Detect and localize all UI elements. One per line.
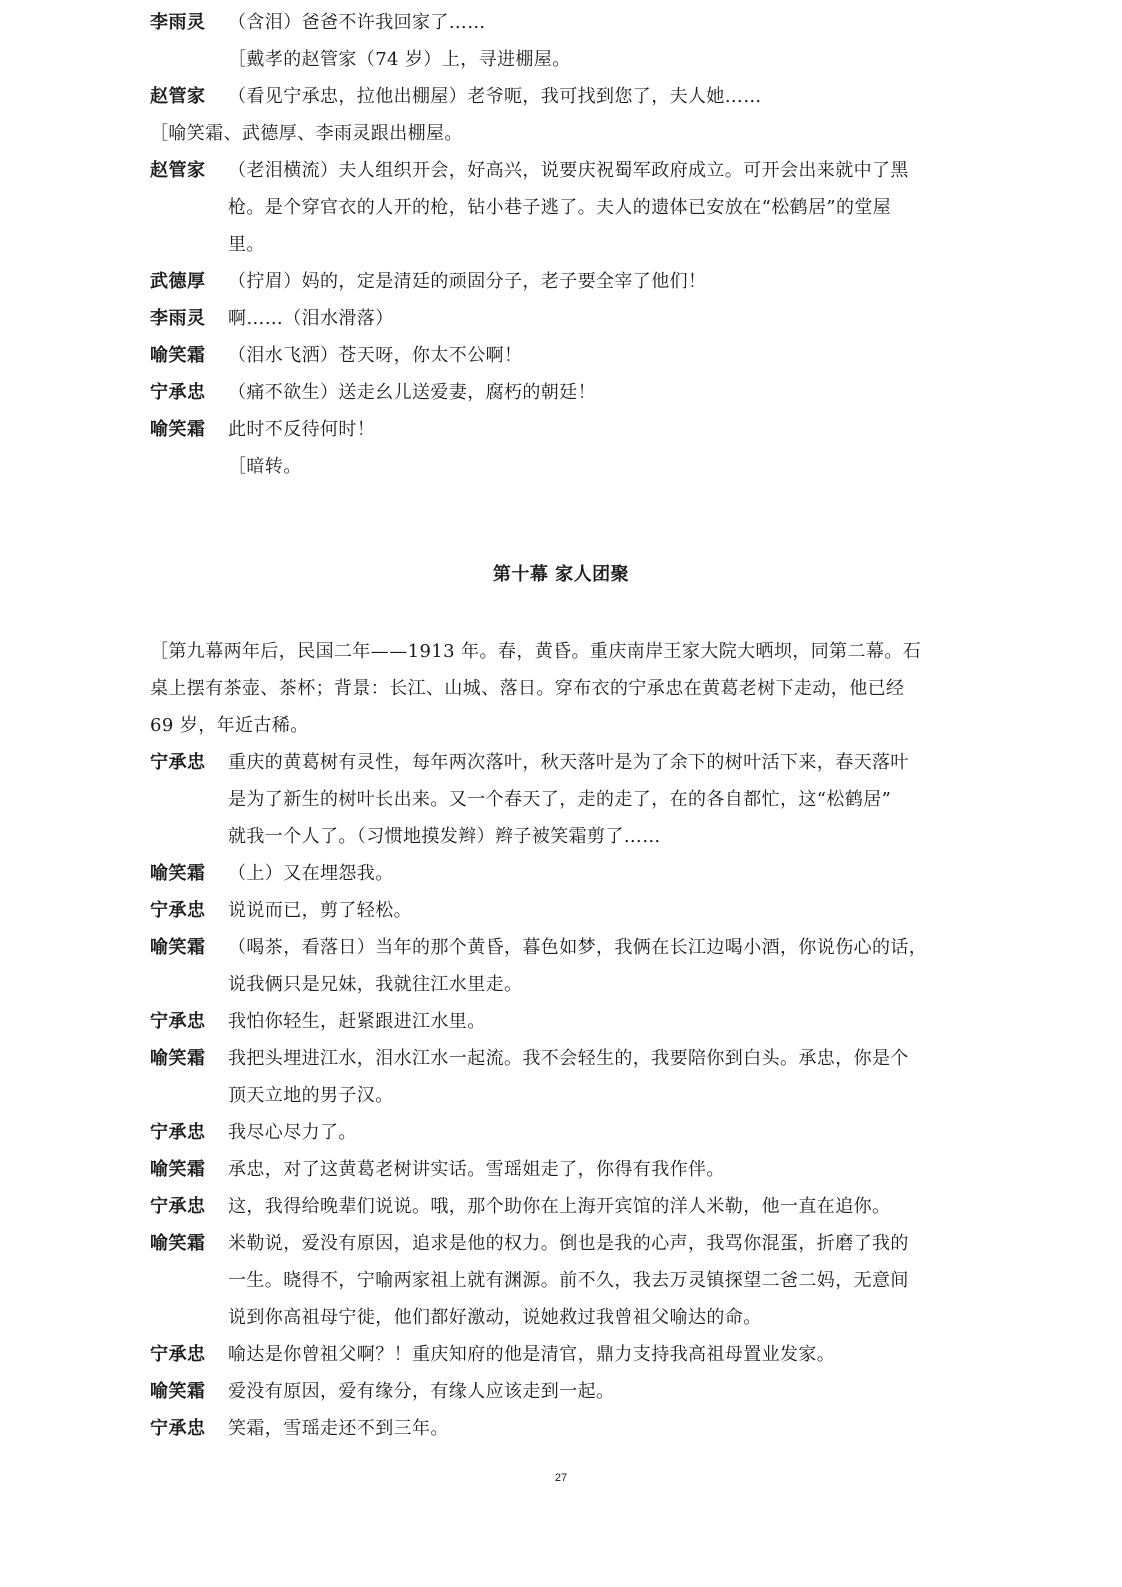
dialogue-text: 重庆的黄葛树有灵性，每年两次落叶，秋天落叶是为了余下的树叶活下来，春天落叶 <box>228 752 909 773</box>
act-title: 第十幕 家人团聚 <box>492 564 630 585</box>
dialogue-continuation: 说我俩只是兄妹，我就往江水里走。 <box>228 974 523 995</box>
dialogue-text: 我尽心尽力了。 <box>228 1122 357 1143</box>
dialogue-line <box>150 892 965 929</box>
dialogue-line <box>150 263 965 300</box>
dialogue-text: （含泪）爸爸不许我回家了…… <box>228 12 486 33</box>
speaker-name: 李雨灵 <box>150 308 206 329</box>
dialogue-continuation: 说到你高祖母宁徙，他们都好激动，说她救过我曾祖父喻达的命。 <box>228 1307 762 1328</box>
speaker-name: 宁承忠 <box>150 1196 206 1217</box>
dialogue-text: （痛不欲生）送走幺儿送爱妻，腐朽的朝廷！ <box>228 382 596 403</box>
speaker-name: 武德厚 <box>150 271 206 292</box>
page-number: 27 <box>554 1472 568 1484</box>
scene-direction-line: 69 岁，年近古稀。 <box>150 715 309 736</box>
speaker-name: 喻笑霜 <box>150 937 206 958</box>
speaker-name: 宁承忠 <box>150 1011 206 1032</box>
dialogue-text: （老泪横流）夫人组织开会，好高兴，说要庆祝蜀军政府成立。可开会出来就中了黑 <box>228 160 909 181</box>
dialogue-text: 喻达是你曾祖父啊？！重庆知府的他是清官，鼎力支持我高祖母置业发家。 <box>228 1344 836 1365</box>
dialogue-text: 说说而已，剪了轻松。 <box>228 900 412 921</box>
dialogue-line <box>150 337 965 374</box>
speaker-name: 喻笑霜 <box>150 419 206 440</box>
dialogue-line <box>150 855 965 892</box>
dialogue-text: 米勒说，爱没有原因，追求是他的权力。倒也是我的心声，我骂你混蛋，折磨了我的 <box>228 1233 909 1254</box>
dialogue-line <box>150 152 965 189</box>
dialogue-line <box>150 1188 965 1225</box>
stage-direction: ［暗转。 <box>228 456 302 477</box>
dialogue-line <box>150 929 965 966</box>
speaker-name: 宁承忠 <box>150 752 206 773</box>
dialogue-line <box>150 78 965 115</box>
dialogue-line <box>150 1151 965 1188</box>
dialogue-continuation: 里。 <box>228 234 265 255</box>
dialogue-text: （拧眉）妈的，定是清廷的顽固分子，老子要全宰了他们！ <box>228 271 707 292</box>
dialogue-text: 笑霜，雪瑶走还不到三年。 <box>228 1418 449 1439</box>
scene-direction-line: ［第九幕两年后，民国二年——1913 年。春，黄昏。重庆南岸王家大院大晒坝，同第二幕。石 <box>150 641 922 662</box>
speaker-name: 喻笑霜 <box>150 863 206 884</box>
dialogue-text: 承忠，对了这黄葛老树讲实话。雪瑶姐走了，你得有我作伴。 <box>228 1159 725 1180</box>
dialogue-text: （喝茶，看落日）当年的那个黄昏，暮色如梦，我俩在长江边喝小酒，你说伤心的话， <box>228 937 928 958</box>
speaker-name: 李雨灵 <box>150 12 206 33</box>
dialogue-line <box>150 4 965 41</box>
dialogue-continuation: 枪。是个穿官衣的人开的枪，钻小巷子逃了。夫人的遗体已安放在“松鹤居”的堂屋 <box>228 197 892 218</box>
dialogue-continuation: 是为了新生的树叶长出来。又一个春天了，走的走了，在的各自都忙，这“松鹤居” <box>228 789 892 810</box>
dialogue-line <box>150 1373 965 1410</box>
speaker-name: 赵管家 <box>150 86 206 107</box>
speaker-name: 宁承忠 <box>150 900 206 921</box>
speaker-name: 喻笑霜 <box>150 1233 206 1254</box>
dialogue-text: 这，我得给晚辈们说说。哦，那个助你在上海开宾馆的洋人米勒，他一直在追你。 <box>228 1196 891 1217</box>
dialogue-text: 此时不反待何时！ <box>228 419 376 440</box>
dialogue-text: 啊……（泪水滑落） <box>228 308 394 329</box>
stage-direction: ［戴孝的赵管家（74 岁）上，寻进棚屋。 <box>228 49 571 70</box>
dialogue-line <box>150 374 965 411</box>
dialogue-line <box>150 1336 965 1373</box>
speaker-name: 喻笑霜 <box>150 1048 206 1069</box>
dialogue-text: （上）又在埋怨我。 <box>228 863 394 884</box>
dialogue-text: 爱没有原因，爱有缘分，有缘人应该走到一起。 <box>228 1381 615 1402</box>
dialogue-line <box>150 1225 965 1262</box>
dialogue-line <box>150 300 965 337</box>
dialogue-text: 我把头埋进江水，泪水江水一起流。我不会轻生的，我要陪你到白头。承忠，你是个 <box>228 1048 909 1069</box>
stage-direction: ［喻笑霜、武德厚、李雨灵跟出棚屋。 <box>150 123 463 144</box>
dialogue-line <box>150 1410 965 1447</box>
dialogue-text: （泪水飞洒）苍天呀，你太不公啊！ <box>228 345 523 366</box>
speaker-name: 赵管家 <box>150 160 206 181</box>
dialogue-continuation: 顶天立地的男子汉。 <box>228 1085 394 1106</box>
speaker-name: 喻笑霜 <box>150 1381 206 1402</box>
speaker-name: 宁承忠 <box>150 382 206 403</box>
dialogue-text: 我怕你轻生，赶紧跟进江水里。 <box>228 1011 486 1032</box>
dialogue-text: （看见宁承忠，拉他出棚屋）老爷呃，我可找到您了，夫人她…… <box>228 86 762 107</box>
speaker-name: 喻笑霜 <box>150 1159 206 1180</box>
dialogue-continuation: 就我一个人了。（习惯地摸发辫）辫子被笑霜剪了…… <box>228 826 661 847</box>
section-2 <box>150 633 965 1447</box>
dialogue-line <box>150 1003 965 1040</box>
speaker-name: 宁承忠 <box>150 1122 206 1143</box>
speaker-name: 喻笑霜 <box>150 345 206 366</box>
speaker-name: 宁承忠 <box>150 1418 206 1439</box>
dialogue-line <box>150 411 965 448</box>
dialogue-line <box>150 1114 965 1151</box>
section-1 <box>150 4 965 485</box>
scene-direction-line: 桌上摆有茶壶、茶杯；背景：长江、山城、落日。穿布衣的宁承忠在黄葛老树下走动，他已经 <box>150 678 905 699</box>
speaker-name: 宁承忠 <box>150 1344 206 1365</box>
dialogue-line <box>150 744 965 781</box>
dialogue-continuation: 一生。晓得不，宁喻两家祖上就有渊源。前不久，我去万灵镇探望二爸二妈，无意间 <box>228 1270 909 1291</box>
dialogue-line <box>150 1040 965 1077</box>
